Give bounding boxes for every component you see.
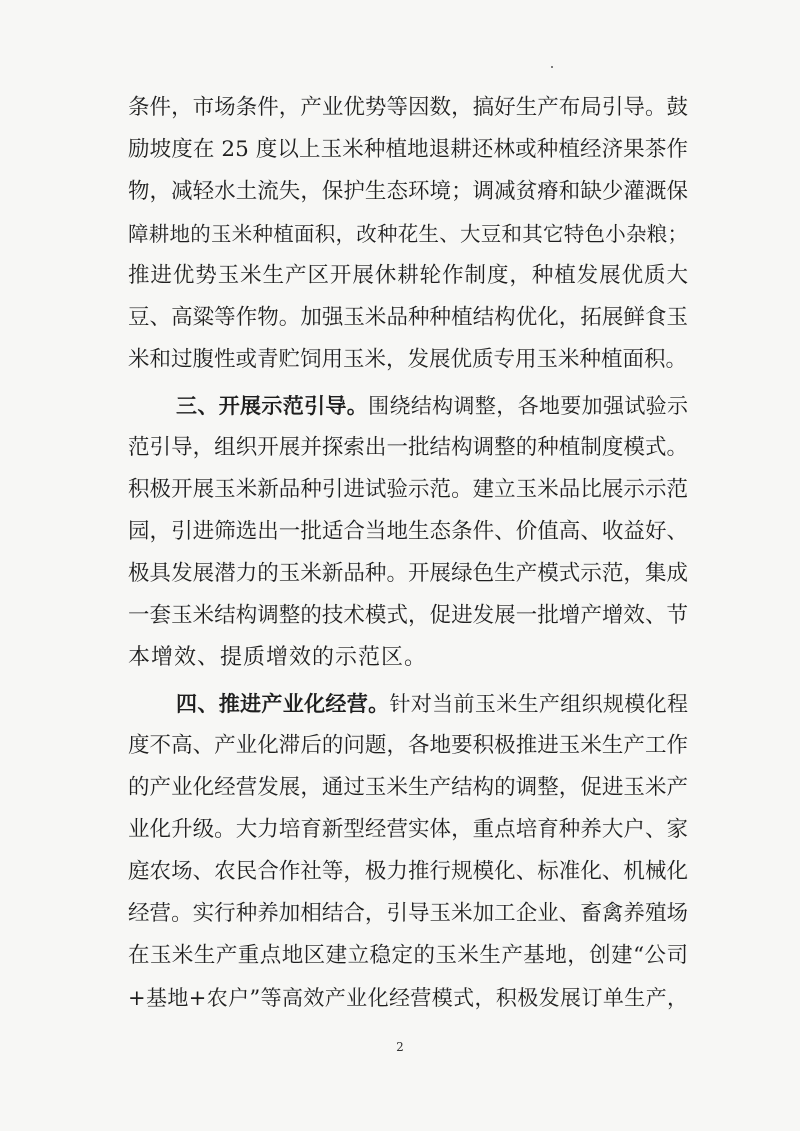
section-3-line-3: 积极开展玉米新品种引进试验示范。建立玉米品比展示示范 bbox=[128, 477, 688, 502]
section-4-line-4: 业化升级。大力培育新型经营实体，重点培育种养大户、家 bbox=[128, 817, 688, 842]
section-3-line-2: 范引导，组织开展并探索出一批结构调整的种植制度模式。 bbox=[128, 435, 688, 460]
section-4-line-3: 的产业化经营发展，通过玉米生产结构的调整，促进玉米产 bbox=[128, 775, 688, 800]
paragraph-1-line-7: 米和过腹性或青贮饲用玉米，发展优质专用玉米种植面积。 bbox=[128, 347, 688, 372]
paragraph-1-line-3: 物，减轻水土流失，保护生态环境；调减贫瘠和缺少灌溉保 bbox=[128, 179, 688, 204]
section-4-line-7: 在玉米生产重点地区建立稳定的玉米生产基地，创建“公司 bbox=[128, 943, 688, 968]
section-3-line-5: 极具发展潜力的玉米新品种。开展绿色生产模式示范，集成 bbox=[128, 561, 688, 586]
page-number: 2 bbox=[396, 1040, 404, 1054]
section-4-line-8: +基地+农户”等高效产业化经营模式，积极发展订单生产， bbox=[128, 986, 688, 1010]
paragraph-1-line-4: 障耕地的玉米种植面积，改种花生、大豆和其它特色小杂粮； bbox=[128, 222, 688, 246]
section-3-heading: 三、开展示范引导。 bbox=[176, 394, 369, 418]
section-3-line-6: 一套玉米结构调整的技术模式，促进发展一批增产增效、节 bbox=[128, 603, 688, 628]
section-4-line-6: 经营。实行种养加相结合，引导玉米加工企业、畜禽养殖场 bbox=[128, 901, 688, 926]
paragraph-1-line-6: 豆、高粱等作物。加强玉米品种种植结构优化，拓展鲜食玉 bbox=[128, 305, 688, 330]
paragraph-1-line-2: 励坡度在 25 度以上玉米种植地退耕还林或种植经济果茶作 bbox=[128, 137, 688, 162]
section-4-line-5: 庭农场、农民合作社等，极力推行规模化、标准化、机械化 bbox=[128, 859, 688, 884]
section-4-line-2: 度不高、产业化滞后的问题，各地要积极推进玉米生产工作 bbox=[128, 733, 688, 758]
scan-speck bbox=[551, 66, 553, 68]
section-3-line-7: 本增效、提质增效的示范区。 bbox=[128, 645, 428, 670]
section-3-first-line-text: 围绕结构调整，各地要加强试验示 bbox=[368, 394, 689, 418]
paragraph-1-line-5: 推进优势玉米生产区开展休耕轮作制度，种植发展优质大 bbox=[128, 263, 688, 288]
section-3-first-line bbox=[176, 386, 688, 426]
section-4-first-line-text: 针对当前玉米生产组织规模化程 bbox=[389, 692, 689, 716]
section-4-first-line bbox=[176, 684, 688, 724]
paragraph-1-line-1: 条件，市场条件，产业优势等因数，搞好生产布局引导。鼓 bbox=[128, 95, 688, 120]
section-4-heading: 四、推进产业化经营。 bbox=[176, 692, 390, 716]
section-3-line-4: 园，引进筛选出一批适合当地生态条件、价值高、收益好、 bbox=[128, 519, 688, 544]
